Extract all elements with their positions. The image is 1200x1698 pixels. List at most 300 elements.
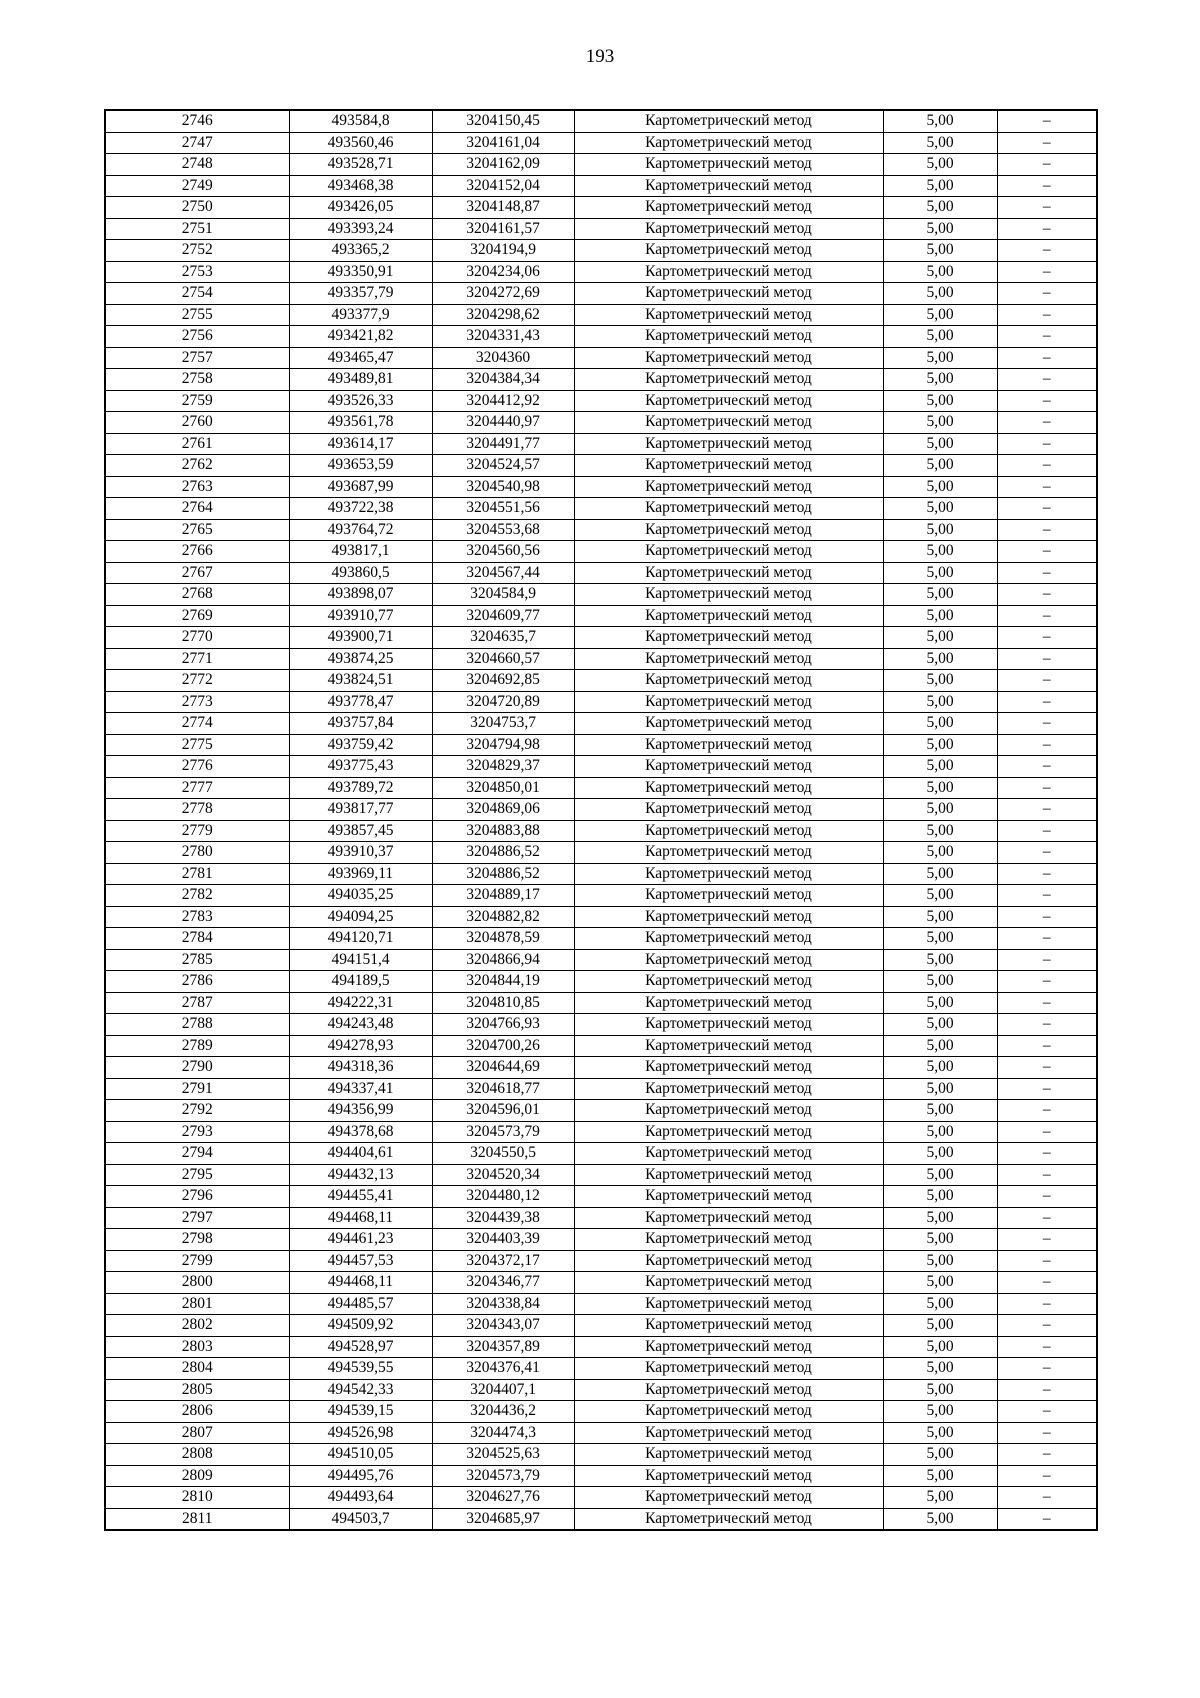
method-cell: Картометрический метод	[574, 433, 883, 455]
method-cell: Картометрический метод	[574, 110, 883, 132]
method-cell: Картометрический метод	[574, 261, 883, 283]
accuracy-cell: 5,00	[883, 1186, 997, 1208]
y-coordinate-cell: 3204152,04	[432, 175, 574, 197]
point-number-cell: 2806	[105, 1401, 289, 1423]
point-number-cell: 2800	[105, 1272, 289, 1294]
y-coordinate-cell: 3204194,9	[432, 240, 574, 262]
y-coordinate-cell: 3204794,98	[432, 734, 574, 756]
method-cell: Картометрический метод	[574, 1100, 883, 1122]
table-row	[105, 390, 1097, 412]
x-coordinate-cell: 493465,47	[289, 347, 432, 369]
table-row	[105, 1250, 1097, 1272]
note-cell: –	[997, 283, 1097, 305]
table-row	[105, 1401, 1097, 1423]
x-coordinate-cell: 493561,78	[289, 412, 432, 434]
y-coordinate-cell: 3204150,45	[432, 110, 574, 132]
table-row	[105, 670, 1097, 692]
method-cell: Картометрический метод	[574, 1272, 883, 1294]
table-row	[105, 476, 1097, 498]
method-cell: Картометрический метод	[574, 132, 883, 154]
table-row	[105, 519, 1097, 541]
point-number-cell: 2755	[105, 304, 289, 326]
x-coordinate-cell: 494510,05	[289, 1444, 432, 1466]
x-coordinate-cell: 493426,05	[289, 197, 432, 219]
point-number-cell: 2802	[105, 1315, 289, 1337]
table-row	[105, 734, 1097, 756]
accuracy-cell: 5,00	[883, 1014, 997, 1036]
accuracy-cell: 5,00	[883, 820, 997, 842]
point-number-cell: 2774	[105, 713, 289, 735]
y-coordinate-cell: 3204372,17	[432, 1250, 574, 1272]
method-cell: Картометрический метод	[574, 648, 883, 670]
y-coordinate-cell: 3204584,9	[432, 584, 574, 606]
method-cell: Картометрический метод	[574, 1422, 883, 1444]
y-coordinate-cell: 3204553,68	[432, 519, 574, 541]
y-coordinate-cell: 3204491,77	[432, 433, 574, 455]
note-cell: –	[997, 584, 1097, 606]
x-coordinate-cell: 494120,71	[289, 928, 432, 950]
accuracy-cell: 5,00	[883, 476, 997, 498]
method-cell: Картометрический метод	[574, 971, 883, 993]
x-coordinate-cell: 494503,7	[289, 1508, 432, 1530]
point-number-cell: 2761	[105, 433, 289, 455]
table-row	[105, 1121, 1097, 1143]
x-coordinate-cell: 494094,25	[289, 906, 432, 928]
accuracy-cell: 5,00	[883, 412, 997, 434]
table-row	[105, 1293, 1097, 1315]
point-number-cell: 2758	[105, 369, 289, 391]
method-cell: Картометрический метод	[574, 605, 883, 627]
point-number-cell: 2759	[105, 390, 289, 412]
table-row	[105, 820, 1097, 842]
note-cell: –	[997, 1401, 1097, 1423]
x-coordinate-cell: 494035,25	[289, 885, 432, 907]
y-coordinate-cell: 3204550,5	[432, 1143, 574, 1165]
table-row	[105, 261, 1097, 283]
x-coordinate-cell: 493857,45	[289, 820, 432, 842]
note-cell: –	[997, 476, 1097, 498]
table-row	[105, 928, 1097, 950]
note-cell: –	[997, 412, 1097, 434]
table-row	[105, 1078, 1097, 1100]
accuracy-cell: 5,00	[883, 1100, 997, 1122]
y-coordinate-cell: 3204886,52	[432, 842, 574, 864]
note-cell: –	[997, 1358, 1097, 1380]
point-number-cell: 2809	[105, 1465, 289, 1487]
method-cell: Картометрический метод	[574, 562, 883, 584]
table-row	[105, 1057, 1097, 1079]
accuracy-cell: 5,00	[883, 541, 997, 563]
x-coordinate-cell: 494404,61	[289, 1143, 432, 1165]
method-cell: Картометрический метод	[574, 1358, 883, 1380]
method-cell: Картометрический метод	[574, 1336, 883, 1358]
point-number-cell: 2788	[105, 1014, 289, 1036]
x-coordinate-cell: 493365,2	[289, 240, 432, 262]
note-cell: –	[997, 110, 1097, 132]
note-cell: –	[997, 175, 1097, 197]
accuracy-cell: 5,00	[883, 992, 997, 1014]
table-row	[105, 799, 1097, 821]
y-coordinate-cell: 3204609,77	[432, 605, 574, 627]
point-number-cell: 2769	[105, 605, 289, 627]
y-coordinate-cell: 3204844,19	[432, 971, 574, 993]
note-cell: –	[997, 1186, 1097, 1208]
note-cell: –	[997, 1014, 1097, 1036]
y-coordinate-cell: 3204540,98	[432, 476, 574, 498]
table-row	[105, 1315, 1097, 1337]
x-coordinate-cell: 493969,11	[289, 863, 432, 885]
note-cell: –	[997, 240, 1097, 262]
y-coordinate-cell: 3204810,85	[432, 992, 574, 1014]
note-cell: –	[997, 390, 1097, 412]
x-coordinate-cell: 493778,47	[289, 691, 432, 713]
note-cell: –	[997, 261, 1097, 283]
y-coordinate-cell: 3204883,88	[432, 820, 574, 842]
x-coordinate-cell: 494457,53	[289, 1250, 432, 1272]
method-cell: Картометрический метод	[574, 1401, 883, 1423]
note-cell: –	[997, 885, 1097, 907]
y-coordinate-cell: 3204436,2	[432, 1401, 574, 1423]
accuracy-cell: 5,00	[883, 584, 997, 606]
x-coordinate-cell: 494461,23	[289, 1229, 432, 1251]
y-coordinate-cell: 3204376,41	[432, 1358, 574, 1380]
method-cell: Картометрический метод	[574, 197, 883, 219]
accuracy-cell: 5,00	[883, 1250, 997, 1272]
point-number-cell: 2754	[105, 283, 289, 305]
coordinates-table	[104, 109, 1098, 1531]
table-row	[105, 627, 1097, 649]
point-number-cell: 2765	[105, 519, 289, 541]
table-row	[105, 1035, 1097, 1057]
table-row	[105, 691, 1097, 713]
accuracy-cell: 5,00	[883, 627, 997, 649]
accuracy-cell: 5,00	[883, 1487, 997, 1509]
y-coordinate-cell: 3204635,7	[432, 627, 574, 649]
accuracy-cell: 5,00	[883, 1315, 997, 1337]
method-cell: Картометрический метод	[574, 1465, 883, 1487]
note-cell: –	[997, 842, 1097, 864]
accuracy-cell: 5,00	[883, 326, 997, 348]
note-cell: –	[997, 326, 1097, 348]
x-coordinate-cell: 493357,79	[289, 283, 432, 305]
note-cell: –	[997, 519, 1097, 541]
x-coordinate-cell: 493468,38	[289, 175, 432, 197]
x-coordinate-cell: 493614,17	[289, 433, 432, 455]
accuracy-cell: 5,00	[883, 971, 997, 993]
point-number-cell: 2766	[105, 541, 289, 563]
note-cell: –	[997, 1035, 1097, 1057]
note-cell: –	[997, 1143, 1097, 1165]
method-cell: Картометрический метод	[574, 326, 883, 348]
y-coordinate-cell: 3204520,34	[432, 1164, 574, 1186]
note-cell: –	[997, 1164, 1097, 1186]
accuracy-cell: 5,00	[883, 691, 997, 713]
x-coordinate-cell: 494278,93	[289, 1035, 432, 1057]
table-row	[105, 1487, 1097, 1509]
accuracy-cell: 5,00	[883, 1358, 997, 1380]
accuracy-cell: 5,00	[883, 777, 997, 799]
x-coordinate-cell: 493860,5	[289, 562, 432, 584]
x-coordinate-cell: 494495,76	[289, 1465, 432, 1487]
method-cell: Картометрический метод	[574, 1508, 883, 1530]
x-coordinate-cell: 494378,68	[289, 1121, 432, 1143]
accuracy-cell: 5,00	[883, 670, 997, 692]
point-number-cell: 2751	[105, 218, 289, 240]
point-number-cell: 2756	[105, 326, 289, 348]
x-coordinate-cell: 493789,72	[289, 777, 432, 799]
note-cell: –	[997, 756, 1097, 778]
note-cell: –	[997, 1487, 1097, 1509]
table-row	[105, 433, 1097, 455]
method-cell: Картометрический метод	[574, 1293, 883, 1315]
x-coordinate-cell: 494318,36	[289, 1057, 432, 1079]
method-cell: Картометрический метод	[574, 1207, 883, 1229]
table-row	[105, 842, 1097, 864]
note-cell: –	[997, 1078, 1097, 1100]
point-number-cell: 2810	[105, 1487, 289, 1509]
accuracy-cell: 5,00	[883, 756, 997, 778]
note-cell: –	[997, 1422, 1097, 1444]
table-row	[105, 1164, 1097, 1186]
note-cell: –	[997, 455, 1097, 477]
table-row	[105, 110, 1097, 132]
y-coordinate-cell: 3204440,97	[432, 412, 574, 434]
y-coordinate-cell: 3204889,17	[432, 885, 574, 907]
point-number-cell: 2784	[105, 928, 289, 950]
method-cell: Картометрический метод	[574, 1057, 883, 1079]
note-cell: –	[997, 605, 1097, 627]
y-coordinate-cell: 3204407,1	[432, 1379, 574, 1401]
point-number-cell: 2793	[105, 1121, 289, 1143]
table-row	[105, 132, 1097, 154]
x-coordinate-cell: 494189,5	[289, 971, 432, 993]
point-number-cell: 2752	[105, 240, 289, 262]
method-cell: Картометрический метод	[574, 1014, 883, 1036]
y-coordinate-cell: 3204161,04	[432, 132, 574, 154]
point-number-cell: 2799	[105, 1250, 289, 1272]
point-number-cell: 2760	[105, 412, 289, 434]
note-cell: –	[997, 799, 1097, 821]
y-coordinate-cell: 3204685,97	[432, 1508, 574, 1530]
accuracy-cell: 5,00	[883, 240, 997, 262]
accuracy-cell: 5,00	[883, 1508, 997, 1530]
accuracy-cell: 5,00	[883, 304, 997, 326]
y-coordinate-cell: 3204700,26	[432, 1035, 574, 1057]
x-coordinate-cell: 493817,1	[289, 541, 432, 563]
accuracy-cell: 5,00	[883, 713, 997, 735]
x-coordinate-cell: 494337,41	[289, 1078, 432, 1100]
method-cell: Картометрический метод	[574, 498, 883, 520]
y-coordinate-cell: 3204886,52	[432, 863, 574, 885]
y-coordinate-cell: 3204357,89	[432, 1336, 574, 1358]
point-number-cell: 2808	[105, 1444, 289, 1466]
method-cell: Картометрический метод	[574, 1250, 883, 1272]
point-number-cell: 2796	[105, 1186, 289, 1208]
method-cell: Картометрический метод	[574, 799, 883, 821]
x-coordinate-cell: 494432,13	[289, 1164, 432, 1186]
x-coordinate-cell: 493910,77	[289, 605, 432, 627]
accuracy-cell: 5,00	[883, 1272, 997, 1294]
point-number-cell: 2807	[105, 1422, 289, 1444]
table-row	[105, 992, 1097, 1014]
method-cell: Картометрический метод	[574, 304, 883, 326]
method-cell: Картометрический метод	[574, 713, 883, 735]
note-cell: –	[997, 304, 1097, 326]
y-coordinate-cell: 3204148,87	[432, 197, 574, 219]
point-number-cell: 2763	[105, 476, 289, 498]
x-coordinate-cell: 493824,51	[289, 670, 432, 692]
point-number-cell: 2757	[105, 347, 289, 369]
table-row	[105, 906, 1097, 928]
method-cell: Картометрический метод	[574, 1229, 883, 1251]
method-cell: Картометрический метод	[574, 906, 883, 928]
y-coordinate-cell: 3204869,06	[432, 799, 574, 821]
point-number-cell: 2787	[105, 992, 289, 1014]
point-number-cell: 2811	[105, 1508, 289, 1530]
x-coordinate-cell: 493560,46	[289, 132, 432, 154]
x-coordinate-cell: 494356,99	[289, 1100, 432, 1122]
note-cell: –	[997, 1379, 1097, 1401]
accuracy-cell: 5,00	[883, 433, 997, 455]
y-coordinate-cell: 3204338,84	[432, 1293, 574, 1315]
x-coordinate-cell: 493489,81	[289, 369, 432, 391]
method-cell: Картометрический метод	[574, 820, 883, 842]
point-number-cell: 2782	[105, 885, 289, 907]
table-row	[105, 1143, 1097, 1165]
x-coordinate-cell: 493526,33	[289, 390, 432, 412]
y-coordinate-cell: 3204627,76	[432, 1487, 574, 1509]
accuracy-cell: 5,00	[883, 842, 997, 864]
x-coordinate-cell: 493757,84	[289, 713, 432, 735]
accuracy-cell: 5,00	[883, 1078, 997, 1100]
coordinates-table-body	[105, 110, 1097, 1530]
accuracy-cell: 5,00	[883, 1143, 997, 1165]
table-row	[105, 605, 1097, 627]
x-coordinate-cell: 494485,57	[289, 1293, 432, 1315]
note-cell: –	[997, 949, 1097, 971]
point-number-cell: 2801	[105, 1293, 289, 1315]
y-coordinate-cell: 3204829,37	[432, 756, 574, 778]
note-cell: –	[997, 1508, 1097, 1530]
method-cell: Картометрический метод	[574, 1078, 883, 1100]
point-number-cell: 2746	[105, 110, 289, 132]
point-number-cell: 2781	[105, 863, 289, 885]
note-cell: –	[997, 541, 1097, 563]
accuracy-cell: 5,00	[883, 863, 997, 885]
y-coordinate-cell: 3204474,3	[432, 1422, 574, 1444]
note-cell: –	[997, 433, 1097, 455]
method-cell: Картометрический метод	[574, 992, 883, 1014]
note-cell: –	[997, 971, 1097, 993]
table-row	[105, 1186, 1097, 1208]
table-row	[105, 347, 1097, 369]
method-cell: Картометрический метод	[574, 218, 883, 240]
point-number-cell: 2771	[105, 648, 289, 670]
table-row	[105, 1358, 1097, 1380]
table-row	[105, 1100, 1097, 1122]
accuracy-cell: 5,00	[883, 1293, 997, 1315]
method-cell: Картометрический метод	[574, 1164, 883, 1186]
y-coordinate-cell: 3204524,57	[432, 455, 574, 477]
method-cell: Картометрический метод	[574, 928, 883, 950]
note-cell: –	[997, 928, 1097, 950]
point-number-cell: 2768	[105, 584, 289, 606]
note-cell: –	[997, 498, 1097, 520]
method-cell: Картометрический метод	[574, 670, 883, 692]
accuracy-cell: 5,00	[883, 1379, 997, 1401]
accuracy-cell: 5,00	[883, 1121, 997, 1143]
method-cell: Картометрический метод	[574, 1444, 883, 1466]
table-row	[105, 863, 1097, 885]
table-row	[105, 175, 1097, 197]
point-number-cell: 2749	[105, 175, 289, 197]
table-row	[105, 1379, 1097, 1401]
note-cell: –	[997, 1121, 1097, 1143]
accuracy-cell: 5,00	[883, 1035, 997, 1057]
y-coordinate-cell: 3204866,94	[432, 949, 574, 971]
method-cell: Картометрический метод	[574, 519, 883, 541]
accuracy-cell: 5,00	[883, 283, 997, 305]
method-cell: Картометрический метод	[574, 1143, 883, 1165]
y-coordinate-cell: 3204878,59	[432, 928, 574, 950]
accuracy-cell: 5,00	[883, 1422, 997, 1444]
x-coordinate-cell: 493910,37	[289, 842, 432, 864]
method-cell: Картометрический метод	[574, 863, 883, 885]
table-row	[105, 885, 1097, 907]
method-cell: Картометрический метод	[574, 949, 883, 971]
note-cell: –	[997, 627, 1097, 649]
accuracy-cell: 5,00	[883, 1401, 997, 1423]
note-cell: –	[997, 1465, 1097, 1487]
accuracy-cell: 5,00	[883, 498, 997, 520]
note-cell: –	[997, 562, 1097, 584]
method-cell: Картометрический метод	[574, 283, 883, 305]
accuracy-cell: 5,00	[883, 175, 997, 197]
x-coordinate-cell: 493775,43	[289, 756, 432, 778]
x-coordinate-cell: 493900,71	[289, 627, 432, 649]
x-coordinate-cell: 493687,99	[289, 476, 432, 498]
table-row	[105, 304, 1097, 326]
point-number-cell: 2794	[105, 1143, 289, 1165]
y-coordinate-cell: 3204439,38	[432, 1207, 574, 1229]
y-coordinate-cell: 3204384,34	[432, 369, 574, 391]
table-row	[105, 562, 1097, 584]
accuracy-cell: 5,00	[883, 799, 997, 821]
point-number-cell: 2795	[105, 1164, 289, 1186]
note-cell: –	[997, 1100, 1097, 1122]
y-coordinate-cell: 3204346,77	[432, 1272, 574, 1294]
table-row	[105, 412, 1097, 434]
method-cell: Картометрический метод	[574, 347, 883, 369]
x-coordinate-cell: 493584,8	[289, 110, 432, 132]
accuracy-cell: 5,00	[883, 218, 997, 240]
y-coordinate-cell: 3204272,69	[432, 283, 574, 305]
point-number-cell: 2803	[105, 1336, 289, 1358]
table-row	[105, 369, 1097, 391]
y-coordinate-cell: 3204234,06	[432, 261, 574, 283]
point-number-cell: 2791	[105, 1078, 289, 1100]
y-coordinate-cell: 3204692,85	[432, 670, 574, 692]
table-row	[105, 326, 1097, 348]
method-cell: Картометрический метод	[574, 154, 883, 176]
accuracy-cell: 5,00	[883, 347, 997, 369]
x-coordinate-cell: 494243,48	[289, 1014, 432, 1036]
point-number-cell: 2792	[105, 1100, 289, 1122]
y-coordinate-cell: 3204573,79	[432, 1465, 574, 1487]
accuracy-cell: 5,00	[883, 1336, 997, 1358]
x-coordinate-cell: 493759,42	[289, 734, 432, 756]
y-coordinate-cell: 3204551,56	[432, 498, 574, 520]
